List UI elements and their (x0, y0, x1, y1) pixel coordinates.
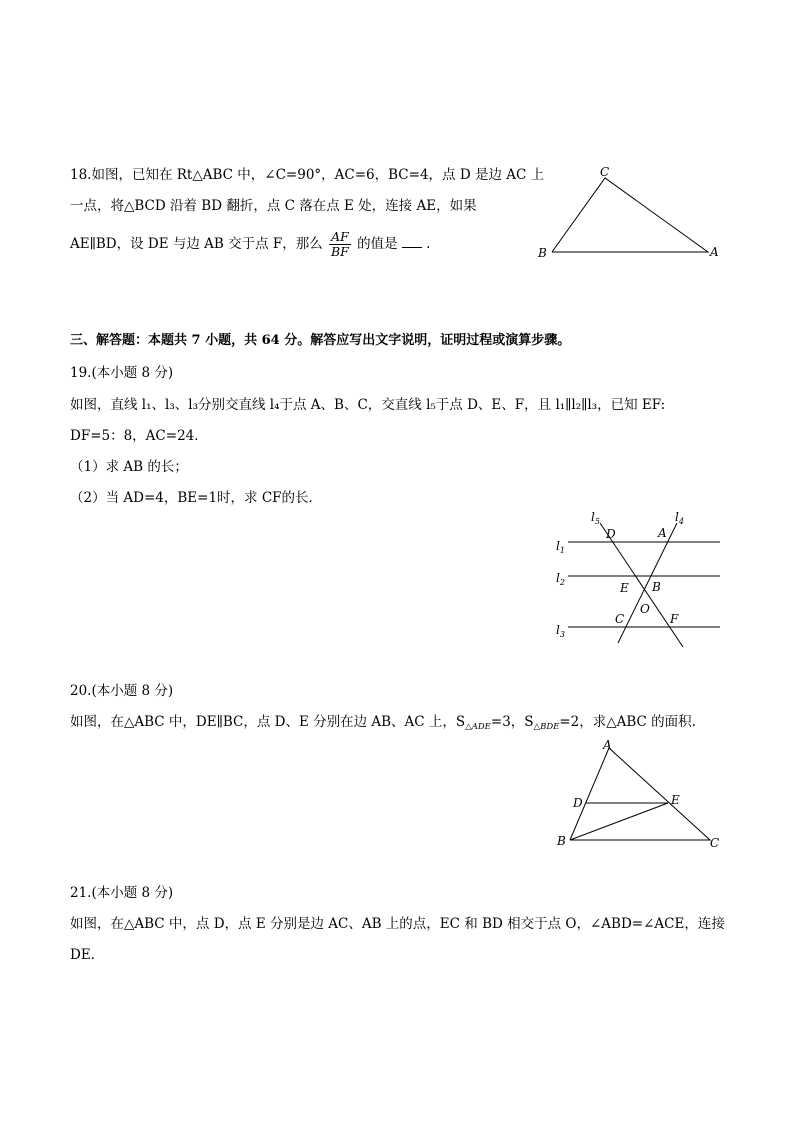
q18-fraction (329, 230, 351, 259)
fig19-label-l3: $l_3$ (556, 623, 565, 639)
fig19-label-b: B (652, 580, 661, 594)
q18-fraction-denominator: BF (330, 244, 349, 259)
q18-line3-pre: AE∥BD，设 DE 与边 AB 交于点 F，那么 (70, 236, 323, 252)
fig19-label-f: F (670, 612, 679, 626)
q21-line2: DE. (70, 947, 95, 963)
q19-part2: （2）当 AD=4，BE=1时，求 CF的长． (70, 490, 323, 506)
fig20-label-c: C (710, 836, 720, 850)
q20-text-pre: 如图，在△ABC 中，DE∥BC，点 D、E 分别在边 AB、AC 上，S (70, 714, 466, 730)
q18-line3-end: . (426, 236, 431, 252)
fig19-label-c: C (615, 612, 625, 626)
q20-text-post: =2，求△ABC 的面积. (559, 714, 696, 730)
q20-triangle-figure (550, 735, 730, 855)
section3-heading: 三、解答题：本题共 7 小题，共 64 分。解答应写出文字说明，证明过程或演算步骤。 (70, 333, 571, 348)
q20-title: 20.(本小题 8 分) (70, 683, 174, 699)
q21-title: 21.(本小题 8 分) (70, 885, 174, 901)
q18-line3-post: 的值是 (357, 236, 398, 252)
fig19-label-l1: $l_1$ (556, 539, 565, 555)
q18-line2: 一点，将△BCD 沿着 BD 翻折，点 C 落在点 E 处，连接 AE，如果 (70, 198, 477, 214)
fig19-label-a: A (658, 526, 667, 540)
q19-line2: DF=5：8，AC=24． (70, 428, 208, 444)
q21-line1: 如图，在△ABC 中，点 D，点 E 分别是边 AC、AB 上的点，EC 和 BD 相交于点 O，∠ABD=∠ACE，连接 (70, 916, 725, 932)
fig20-label-d: D (573, 796, 583, 810)
fig19-label-l4: $l_4$ (675, 510, 684, 526)
q18-line1: 18.如图，已知在 Rt△ABC 中，∠C=90°，AC=6，BC=4，点 D 是边 AC 上 (70, 167, 545, 183)
q19-parallel-lines-figure (550, 505, 730, 655)
q18-line3 (70, 230, 430, 259)
q19-title: 19.(本小题 8 分) (70, 365, 174, 381)
fig20-label-a: A (603, 738, 612, 752)
fig18-label-b: B (538, 246, 547, 260)
q20-text-mid: =3，S (490, 714, 534, 730)
fig19-label-d: D (606, 527, 616, 541)
fig19-label-l2: $l_2$ (556, 571, 565, 587)
q18-triangle-figure (530, 160, 730, 265)
q20-sub-bde: △BDE (533, 722, 560, 732)
fig20-label-b: B (557, 834, 566, 848)
q20-sub-ade: △ADE (465, 722, 491, 732)
fig19-label-l5: $l_5$ (591, 510, 600, 526)
q18-fraction-numerator: AF (331, 229, 349, 244)
q19-part1: （1）求 AB 的长； (70, 459, 188, 475)
fig19-label-o: O (640, 602, 650, 616)
q18-answer-blank[interactable] (402, 235, 422, 248)
fig18-label-c: C (600, 165, 610, 179)
q20-text (70, 712, 696, 737)
q19-line1: 如图，直线 l₁、l₃、l₃分别交直线 l₄于点 A、B、C，交直线 l₅于点 D、E、F，且 l₁∥l₂∥l₃，已知 EF: (70, 397, 666, 413)
fig18-label-a: A (710, 245, 719, 259)
fig19-label-e: E (620, 581, 629, 595)
fig20-label-e: E (671, 793, 680, 807)
